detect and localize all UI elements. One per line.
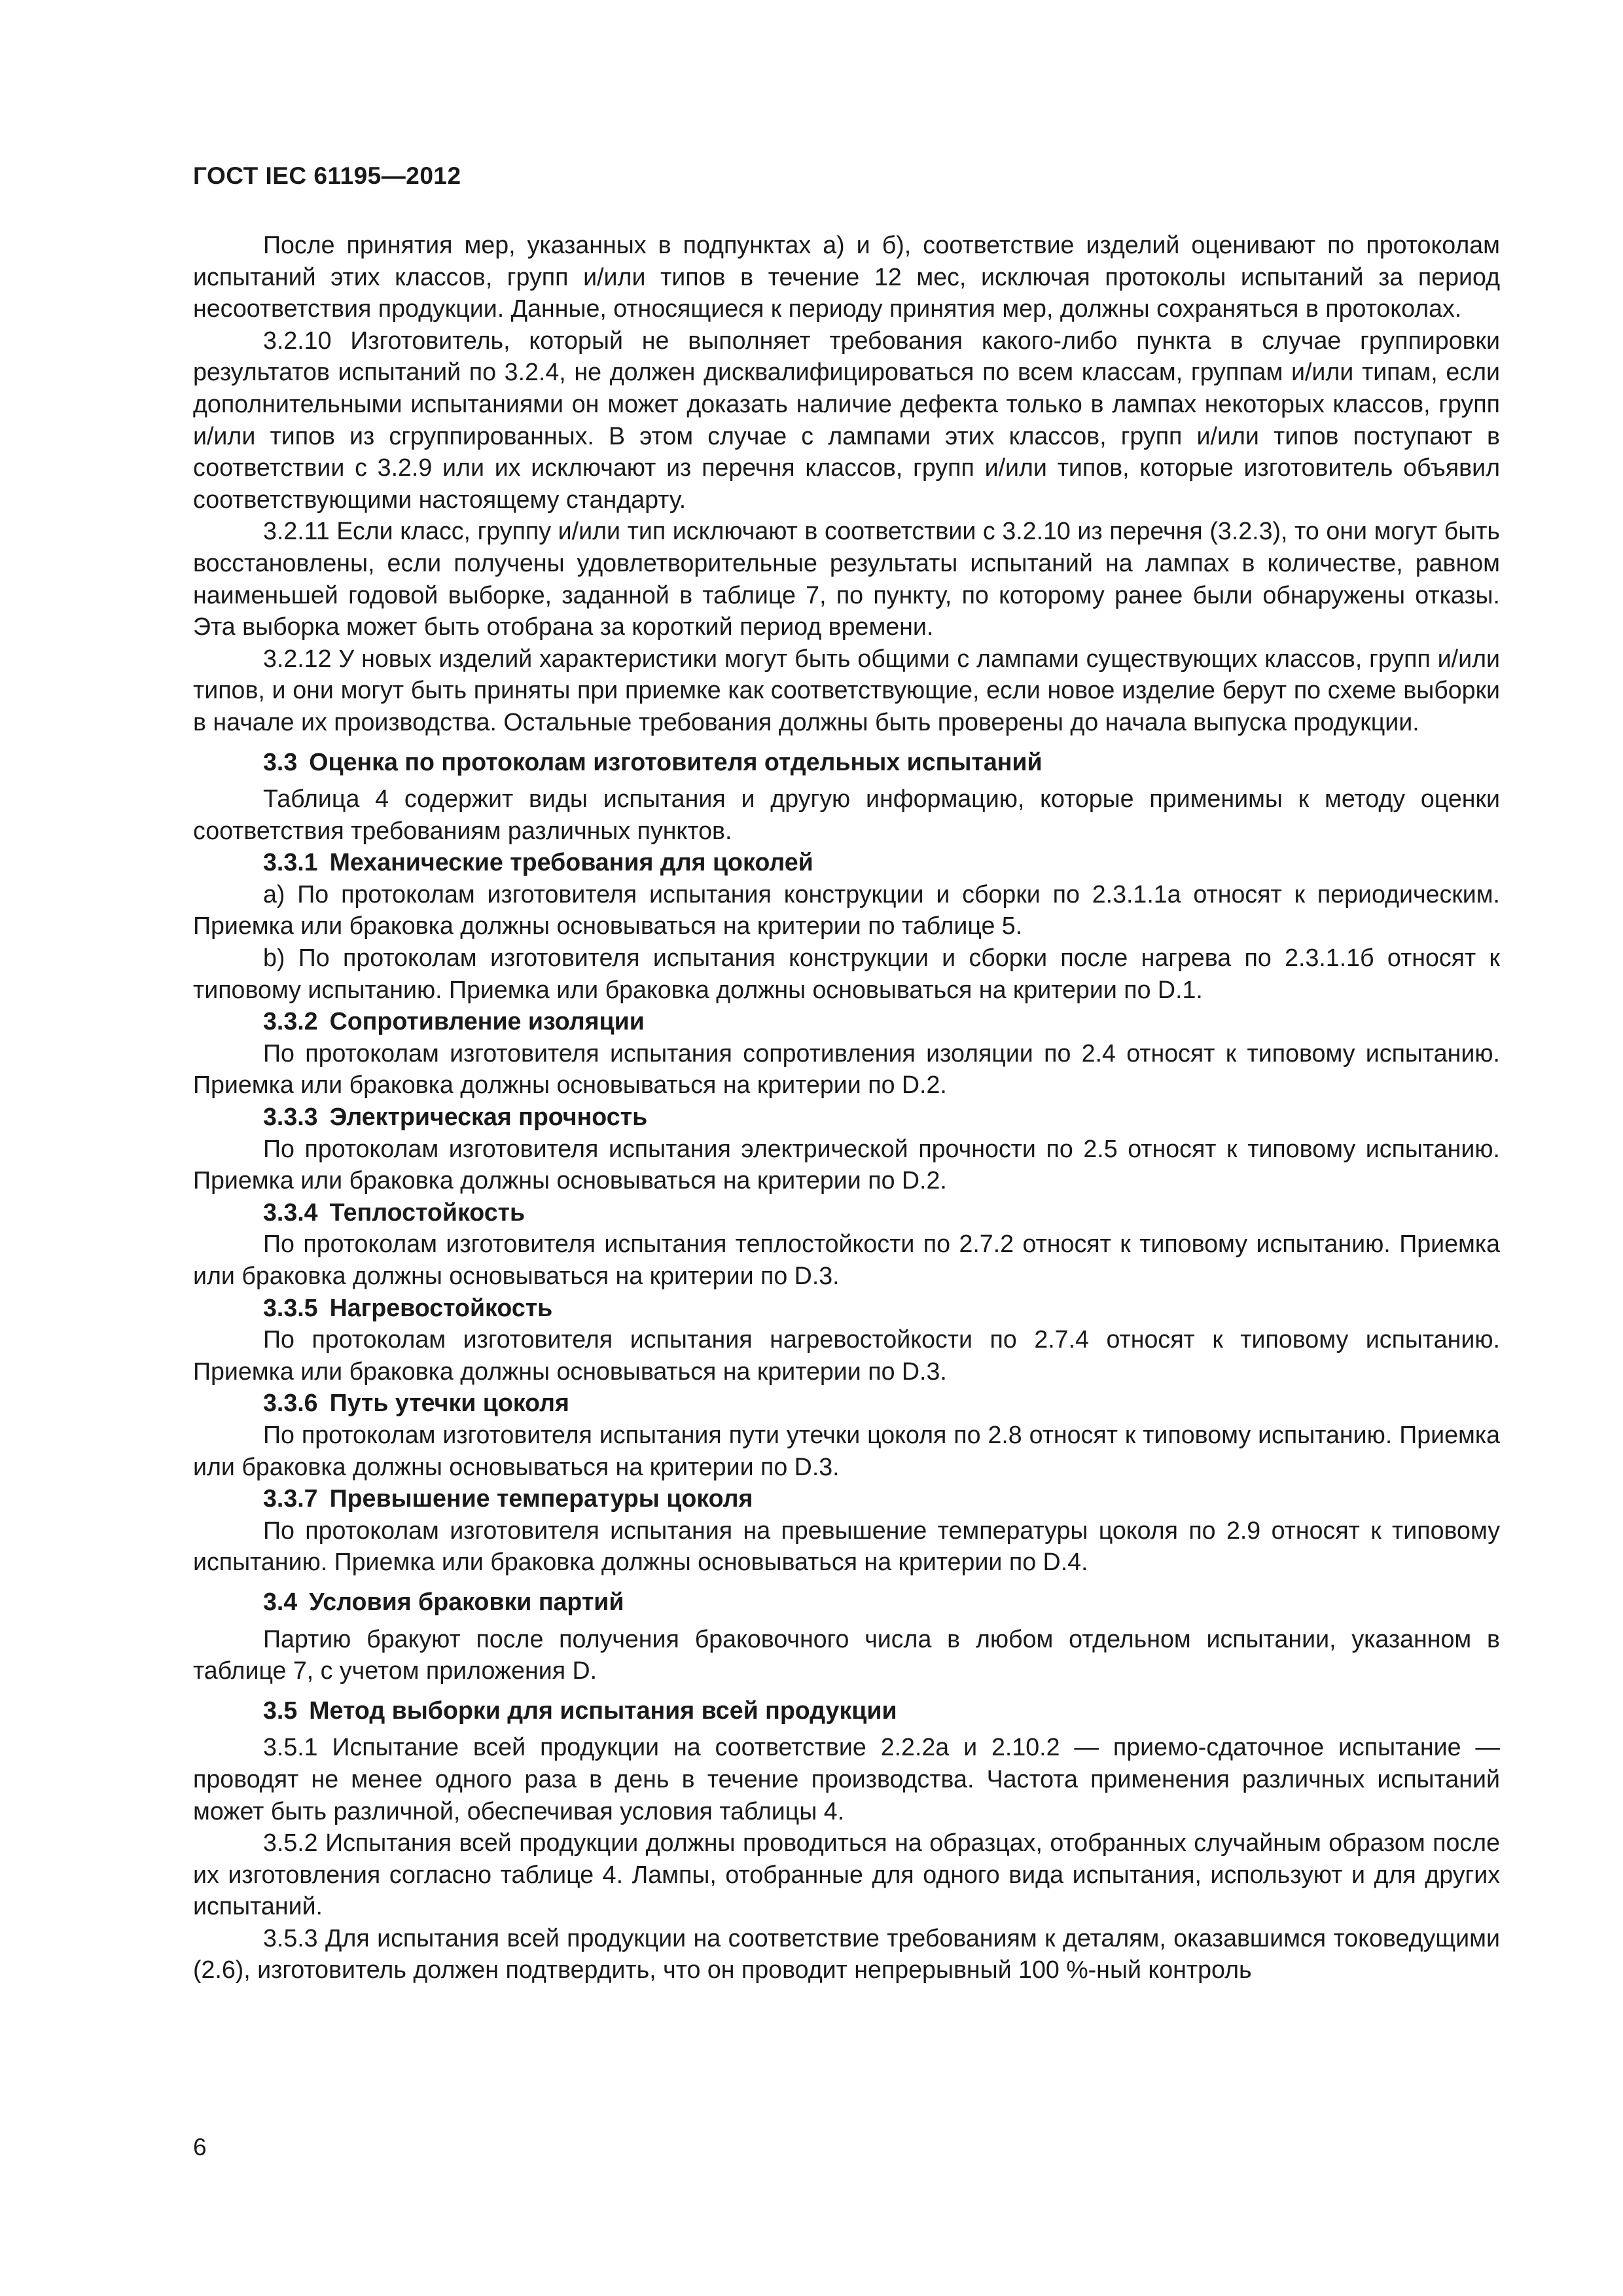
section-title: Оценка по протоколам изготовителя отдельных испытаний — [309, 747, 1043, 776]
section-heading-3-3 — [193, 746, 1500, 778]
section-number: 3.3.6 — [263, 1389, 318, 1417]
section-heading-3-3-5 — [193, 1292, 1500, 1324]
section-title: Электрическая прочность — [329, 1103, 648, 1131]
section-heading-3-3-7 — [193, 1482, 1500, 1515]
section-heading-3-5 — [193, 1695, 1500, 1727]
section-title: Теплостойкость — [329, 1198, 526, 1226]
section-title: Сопротивление изоляции — [329, 1007, 645, 1035]
paragraph-3-3-7: По протоколам изготовителя испытания на превышение температуры цоколя по 2.9 относят к типовому испытанию. Приемка или браковка должны основываться на критерии по D.4. — [193, 1516, 1500, 1576]
section-number: 3.3.7 — [263, 1484, 318, 1513]
list-item-a: a) По протоколам изготовителя испытания конструкции и сборки по 2.3.1.1а относят к периодическим. Приемка или браковка должны основываться на критерии по таблице 5. — [193, 880, 1500, 940]
document-header: ГОСТ IEC 61195—2012 — [193, 162, 461, 189]
section-number: 3.3.2 — [263, 1007, 318, 1035]
section-heading-3-3-2 — [193, 1005, 1500, 1037]
section-heading-3-3-4 — [193, 1196, 1500, 1229]
list-item-b: b) По протоколам изготовителя испытания конструкции и сборки после нагрева по 2.3.1.1б относят к типовому испытанию. Приемка или браковка должны основываться на критерии по D.1. — [193, 944, 1500, 1003]
section-intro-3-3: Таблица 4 содержит виды испытания и другую информацию, которые применимы к методу оценки соответствия требованиям различных пунктов. — [193, 785, 1500, 844]
paragraph-3-2-11: 3.2.11 Если класс, группу и/или тип исключают в соответствии с 3.2.10 из перечня (3.2.3), то они могут быть восстановлены, если получены удовлетворительные результаты испытаний на лампах в количестве, равном наименьшей годовой выборке, заданной в таблице 7, по пункту, по которому ранее были обнаружены отказы. Эта выборка может быть отобрана за короткий период времени. — [193, 517, 1500, 641]
section-number: 3.3.5 — [263, 1293, 318, 1321]
paragraph-3-5-3: 3.5.3 Для испытания всей продукции на соответствие требованиям к деталям, оказавшимся токоведущими (2.6), изготовитель должен подтвердить, что он проводит непрерывный 100 %-ный контроль — [193, 1924, 1500, 1984]
paragraph: После принятия мер, указанных в подпунктах а) и б), соответствие изделий оценивают по протоколам испытаний этих классов, групп и/или типов в течение 12 мес, исключая протоколы испытаний за период несоответствия продукции. Данные, относящиеся к периоду принятия мер, должны сохраняться в протоколах. — [193, 231, 1500, 323]
section-heading-3-4 — [193, 1586, 1500, 1618]
paragraph-3-5-1: 3.5.1 Испытание всей продукции на соответствие 2.2.2а и 2.10.2 — приемо-сдаточное испытание — проводят не менее одного раза в день в течение производства. Частота применения различных испытаний может быть различной, обеспечивая условия таблицы 4. — [193, 1733, 1500, 1825]
paragraph-3-3-6: По протоколам изготовителя испытания пути утечки цоколя по 2.8 относят к типовому испытанию. Приемка или браковка должны основываться на критерии по D.3. — [193, 1420, 1500, 1480]
paragraph-3-3-4: По протоколам изготовителя испытания теплостойкости по 2.7.2 относят к типовому испытанию. Приемка или браковка должны основываться на критерии по D.3. — [193, 1230, 1500, 1289]
section-title: Механические требования для цоколей — [329, 848, 813, 876]
section-title: Путь утечки цоколя — [329, 1389, 569, 1417]
section-title: Нагревостойкость — [329, 1293, 553, 1321]
section-number: 3.3 — [263, 747, 298, 776]
section-heading-3-3-6 — [193, 1387, 1500, 1419]
section-number: 3.5 — [263, 1696, 298, 1724]
paragraph-3-5-2: 3.5.2 Испытания всей продукции должны проводиться на образцах, отобранных случайным образом после их изготовления согласно таблице 4. Лампы, отобранные для одного вида испытания, используют и для других испытаний. — [193, 1829, 1500, 1920]
section-title: Условия браковки партий — [309, 1587, 624, 1615]
section-number: 3.4 — [263, 1587, 298, 1615]
paragraph-3-3-2: По протоколам изготовителя испытания сопротивления изоляции по 2.4 относят к типовому испытанию. Приемка или браковка должны основываться на критерии по D.2. — [193, 1039, 1500, 1099]
section-heading-3-3-1 — [193, 846, 1500, 878]
section-number: 3.3.1 — [263, 848, 318, 876]
page-number: 6 — [193, 2134, 207, 2161]
section-heading-3-3-3 — [193, 1101, 1500, 1133]
paragraph-3-3-3: По протоколам изготовителя испытания электрической прочности по 2.5 относят к типовому испытанию. Приемка или браковка должны основываться на критерии по D.2. — [193, 1134, 1500, 1194]
document-body — [193, 229, 1500, 1986]
paragraph-3-2-12: 3.2.12 У новых изделий характеристики могут быть общими с лампами существующих классов, групп и/или типов, и они могут быть приняты при приемке как соответствующие, если новое изделие берут по схеме выборки в начале их производства. Остальные требования должны быть проверены до начала выпуска продукции. — [193, 644, 1500, 736]
paragraph-3-4: Партию бракуют после получения браковочного числа в любом отдельном испытании, указанном в таблице 7, с учетом приложения D. — [193, 1624, 1500, 1685]
section-number: 3.3.4 — [263, 1198, 318, 1226]
paragraph-3-3-5: По протоколам изготовителя испытания нагревостойкости по 2.7.4 относят к типовому испытанию. Приемка или браковка должны основываться на критерии по D.3. — [193, 1325, 1500, 1385]
section-number: 3.3.3 — [263, 1103, 318, 1131]
paragraph-3-2-10: 3.2.10 Изготовитель, который не выполняет требования какого-либо пункта в случае группировки результатов испытаний по 3.2.4, не должен дисквалифицироваться по всем классам, группам и/или типам, если дополнительными испытаниями он может доказать наличие дефекта только в лампах некоторых классов, групп и/или типов из сгруппированных. В этом случае с лампами этих классов, групп и/или типов поступают в соответствии с 3.2.9 или их исключают из перечня классов, групп и/или типов, которые изготовитель объявил соответствующими настоящему стандарту. — [193, 326, 1500, 513]
section-title: Метод выборки для испытания всей продукции — [309, 1696, 897, 1724]
section-title: Превышение температуры цоколя — [329, 1484, 753, 1513]
